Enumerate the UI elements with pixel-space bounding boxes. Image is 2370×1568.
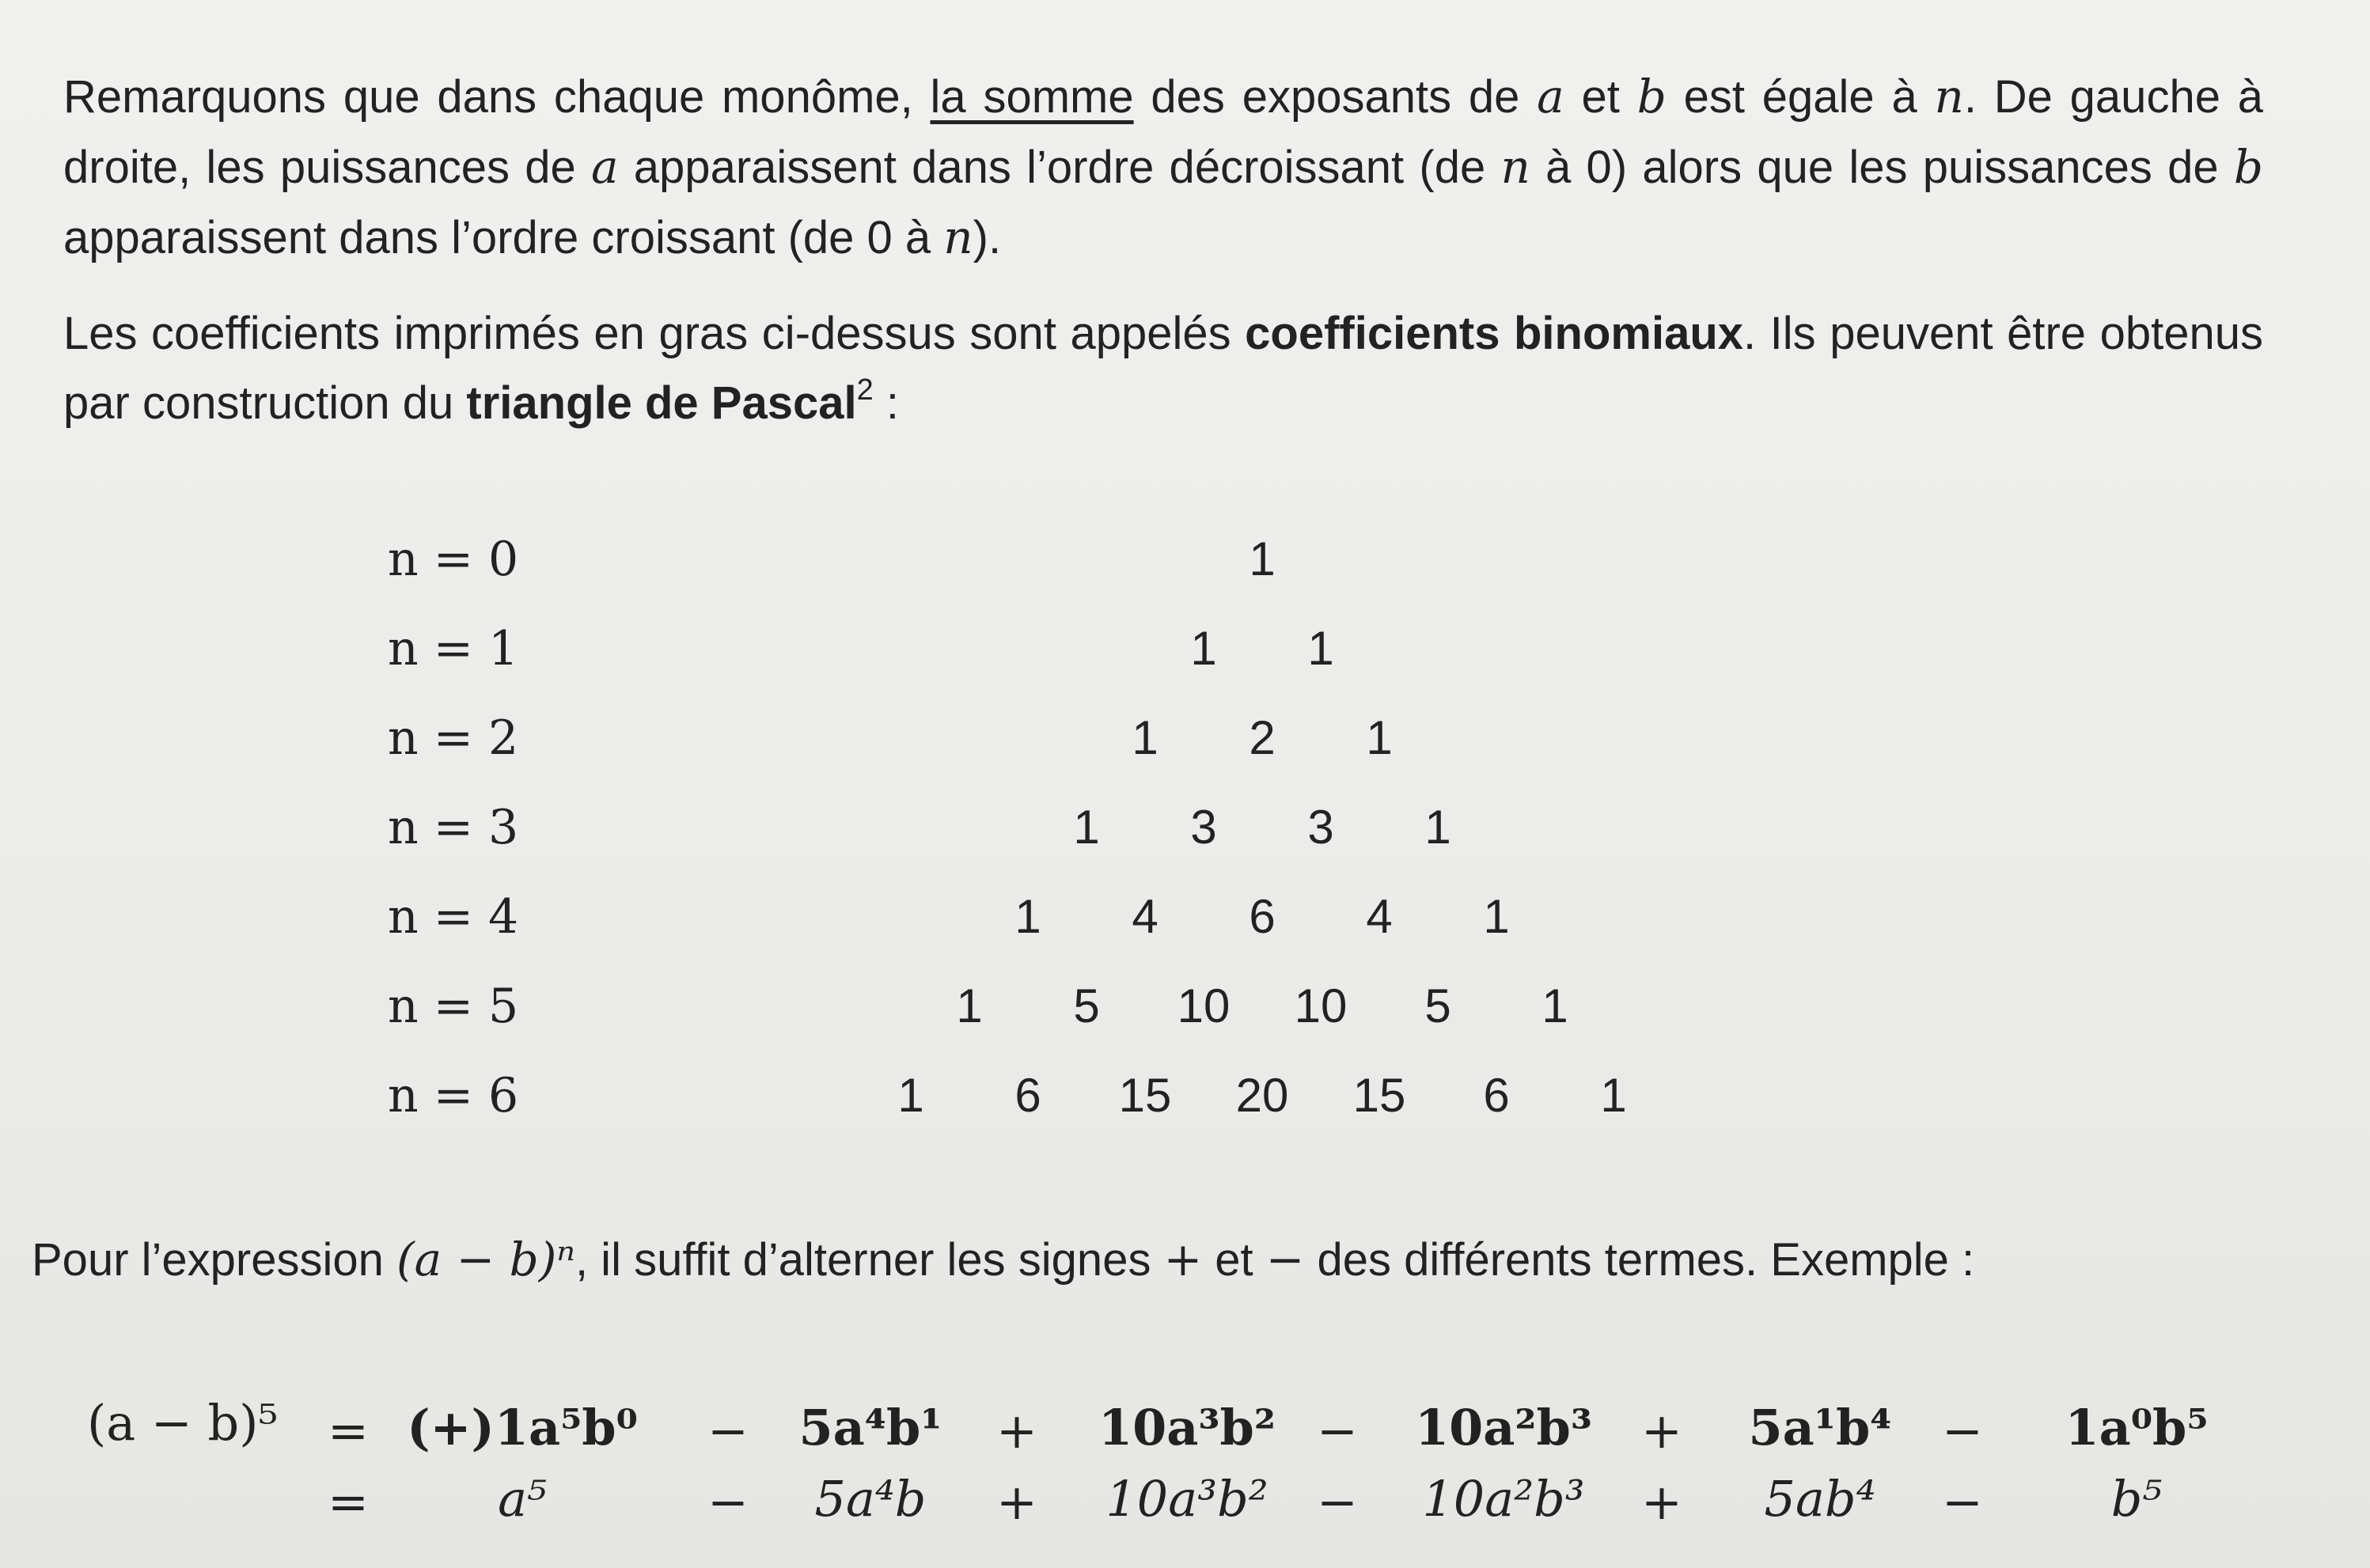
triangle-coefficient: 10	[1177, 979, 1231, 1032]
minus-operator: −	[1942, 1402, 1983, 1460]
equals-sign: =	[328, 1473, 369, 1531]
text: Pour l’expression	[32, 1234, 396, 1286]
simplified-term: 5a⁴b	[814, 1470, 927, 1528]
minus-operator: −	[1942, 1473, 1983, 1531]
triangle-coefficient: 1	[1307, 622, 1334, 675]
triangle-coefficient: 4	[1366, 890, 1393, 943]
text: Remarquons que dans chaque monôme,	[63, 71, 931, 123]
minus-operator: −	[707, 1473, 749, 1531]
plus-operator: +	[1641, 1402, 1682, 1460]
plus-operator: +	[1641, 1473, 1682, 1531]
triangle-coefficient: 1	[1132, 711, 1158, 764]
text: à 0) alors que les puissances de	[1530, 142, 2234, 193]
plus-operator: +	[996, 1402, 1037, 1460]
paragraph-binomial-coefficients	[63, 299, 2263, 438]
triangle-coefficient: 1	[1014, 890, 1041, 943]
row-label: n = 1	[388, 621, 519, 676]
math-b: b	[2233, 140, 2263, 194]
triangle-coefficient: 5	[1073, 979, 1100, 1032]
expansion-term: 10a³b²	[1098, 1399, 1276, 1456]
triangle-coefficient: 1	[1483, 890, 1510, 943]
text: apparaissent dans l’ordre décroissant (de	[618, 142, 1501, 193]
text: des exposants de	[1133, 71, 1538, 123]
simplified-term: 5ab⁴	[1764, 1470, 1876, 1528]
math-n: n	[1500, 140, 1530, 194]
math-a: a	[590, 140, 619, 194]
triangle-coefficient: 1	[1190, 622, 1217, 675]
text: ).	[973, 212, 1002, 263]
minus-sign: −	[1265, 1233, 1305, 1286]
triangle-coefficient: 1	[1424, 801, 1451, 854]
triangle-coefficient: 5	[1424, 979, 1451, 1032]
text: est égale à	[1666, 71, 1935, 123]
text: et	[1202, 1234, 1266, 1286]
text: . Ils peuvent être obtenus par construction du	[63, 308, 2263, 429]
row-label: n = 3	[388, 800, 519, 855]
paragraph-alternating-signs	[32, 1225, 2326, 1295]
equation-lhs: (a − b)⁵	[87, 1394, 279, 1452]
text: . De gauche à droite, les puissances de	[63, 71, 2263, 193]
triangle-coefficient: 3	[1307, 801, 1334, 854]
triangle-coefficient: 15	[1352, 1069, 1406, 1122]
triangle-coefficient: 1	[897, 1069, 924, 1122]
simplified-term: b⁵	[2110, 1470, 2163, 1528]
paragraph-exponents	[63, 62, 2263, 273]
triangle-coefficient: 1	[1073, 801, 1100, 854]
triangle-coefficient: 10	[1294, 979, 1348, 1032]
expansion-term: 10a²b³	[1414, 1399, 1593, 1456]
triangle-coefficient: 1	[956, 979, 983, 1032]
expansion-term: 5a⁴b¹	[798, 1399, 942, 1456]
triangle-coefficient: 1	[1366, 711, 1393, 764]
expansion-term: 5a¹b⁴	[1748, 1399, 1892, 1456]
triangle-coefficient: 1	[1541, 979, 1568, 1032]
row-label: n = 5	[388, 979, 519, 1034]
minus-operator: −	[707, 1402, 749, 1460]
triangle-coefficient: 6	[1014, 1069, 1041, 1122]
equals-sign: =	[328, 1402, 369, 1460]
text: Les coefficients imprimés en gras ci-dessus sont appelés	[63, 308, 1246, 359]
expansion-term: (+)1a⁵b⁰	[407, 1399, 638, 1456]
triangle-coefficient: 20	[1235, 1069, 1289, 1122]
footnote-marker: 2	[856, 373, 874, 407]
bold-term: coefficients binomiaux	[1245, 308, 1744, 359]
row-label: n = 0	[388, 532, 519, 587]
math-n: n	[943, 210, 973, 264]
text: :	[873, 377, 900, 429]
math-n: n	[1934, 70, 1964, 123]
text: , il suffit d’alterner les signes	[574, 1234, 1164, 1286]
plus-operator: +	[996, 1473, 1037, 1531]
simplified-term: a⁵	[498, 1470, 547, 1528]
triangle-coefficient: 2	[1249, 711, 1276, 764]
minus-operator: −	[1317, 1402, 1358, 1460]
text: et	[1564, 71, 1637, 123]
triangle-coefficient: 6	[1249, 890, 1276, 943]
math-b: b	[1636, 70, 1667, 123]
triangle-coefficient: 1	[1249, 532, 1276, 585]
triangle-coefficient: 4	[1132, 890, 1158, 943]
minus-operator: −	[1317, 1473, 1358, 1531]
triangle-coefficient: 15	[1118, 1069, 1172, 1122]
expansion-term: 1a⁰b⁵	[2065, 1399, 2209, 1456]
text: des différents termes. Exemple :	[1304, 1234, 1975, 1286]
triangle-coefficient: 3	[1190, 801, 1217, 854]
math-expression: (a − b)ⁿ	[396, 1233, 575, 1286]
math-a: a	[1537, 70, 1564, 123]
plus-sign: +	[1163, 1233, 1203, 1286]
row-label: n = 6	[388, 1068, 519, 1123]
row-label: n = 2	[388, 710, 519, 766]
row-label: n = 4	[388, 889, 519, 945]
triangle-coefficient: 6	[1483, 1069, 1510, 1122]
underlined-text: la somme	[930, 71, 1134, 123]
triangle-coefficient: 1	[1600, 1069, 1627, 1122]
bold-term: triangle de Pascal	[466, 377, 857, 429]
simplified-term: 10a³b²	[1105, 1470, 1268, 1528]
text: apparaissent dans l’ordre croissant (de 0 à	[63, 212, 944, 263]
simplified-term: 10a²b³	[1422, 1470, 1585, 1528]
